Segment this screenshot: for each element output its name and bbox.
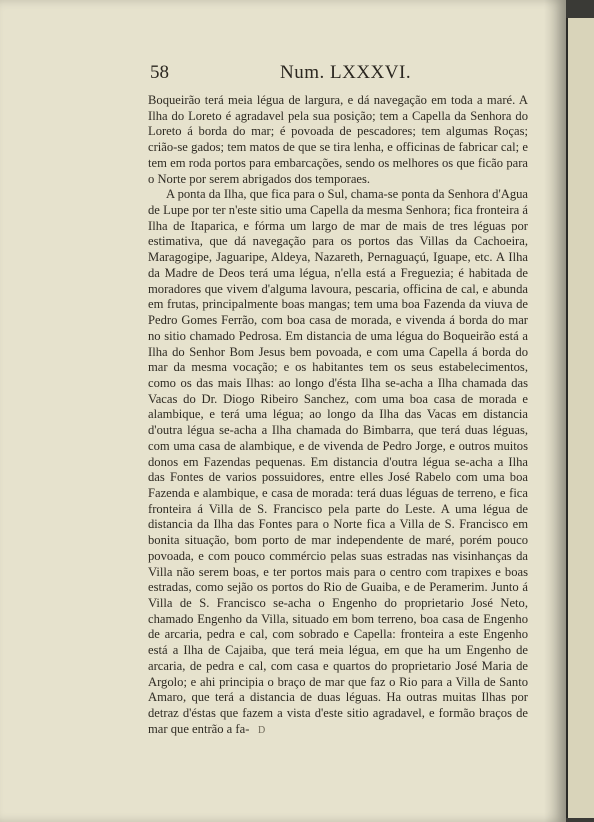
next-page-edge bbox=[566, 18, 594, 818]
page-spine-shadow bbox=[544, 0, 566, 822]
running-title: Num. LXXXVI. bbox=[280, 62, 412, 83]
page-number: 58 bbox=[150, 62, 169, 83]
page-header bbox=[150, 62, 530, 84]
paragraph-1: Boqueirão terá meia légua de largura, e dá navegação em toda a maré. A Ilha do Loreto é agradavel pela sua posição; tem a Capella da Senhora do Loreto á borda do mar; é povoada de pescadores; tem algumas Roças; crião-se gados; tem matos de que se tira lenha, e officinas de fabricar cal; e tem em roda portos para embarcações, sendo os melhores os que ficão para o Norte por serem abrigados dos temporaes. bbox=[148, 93, 528, 186]
paragraph-2: A ponta da Ilha, que fica para o Sul, chama-se ponta da Senhora d'Agua de Lupe por ter n'este sitio uma Capella da mesma Senhora; fica fronteira á Ilha de Itaparica, e fórma um largo de mar de mais de tres léguas por estimativa, que dá navegação para os portos das Villas da Cachoeira, Maragogipe, Jaguaripe, Aldeya, Nazareth, Pernaguaçú, Iguape, etc. A Ilha da Madre de Deos terá uma légua, n'ella está a Freguezia; é habitada de moradores que vivem d'alguma lavoura, pescaria, officina de cal, e abunda em frutas, principalmente boas mangas; tem uma boa Fazenda da viuva de Pedro Gomes Ferrão, com boa casa de morada, e vivenda á borda do mar no sitio chamado Pedrosa. Em distancia de uma légua do Boqueirão está a Ilha do Senhor Bom Jesus bem povoada, e com uma Capella á borda do mar da mesma vocação; e os habitantes tem os seus estabelecimentos, como os das mais Ilhas: ao longo d'ésta Ilha se-acha a Ilha chamada das Vacas do Dr. Diogo Ribeiro Sanchez, com uma boa casa de morada e alambique, e terá uma légua; ao longo da Ilha das Vacas em distancia d'outra légua se-acha a Ilha chamada do Bimbarra, que terá duas léguas, com uma casa de alambique, e de vivenda de Pedro Jorge, e outros muitos donos em Fazendas pequenas. Em distancia d'outra légua se-acha a Ilha das Fontes de varios possuidores, entre elles José Rabelo com uma boa Fazenda e alambique, e casa de morada: terá duas léguas de terreno, e fica fronteira á Villa de S. Francisco pela parte do Leste. A uma légua de distancia da Ilha das Fontes para o Norte fica a Villa de S. Francisco em bonita situação, bom porto de mar independente de maré, porém pouco povoada, e com pouco commércio pelas suas estradas nas visinhanças da Villa não serem boas, e ter portos mais para o centro com trapixes e boas estradas, como sejão os portos do Rio de Guaiba, e de Peramerim. Junto á Villa de S. Francisco se-acha o Engenho do proprietario José Neto, chamado Engenho da Villa, situado em bom terreno, boa casa de Engenho de arcaria, pedra e cal, com sobrado e Capella: fronteira a este Engenho está a Ilha de Cajaiba, que terá meia légua, em que ha um Engenho de arcaria, de pedra e cal, com casa e quartos do proprietario José Maria de Argolo; e ahi principia o braço de mar que faz o Rio para a Villa de Santo Amaro, que terá a distancia de duas léguas. Ha outras muitas Ilhas por detraz d'éstas que fazem a vista d'este sitio agradavel, e formão braços de mar que entrão a fa- bbox=[148, 187, 528, 736]
body-text bbox=[148, 93, 528, 737]
catchword: D bbox=[258, 725, 266, 736]
